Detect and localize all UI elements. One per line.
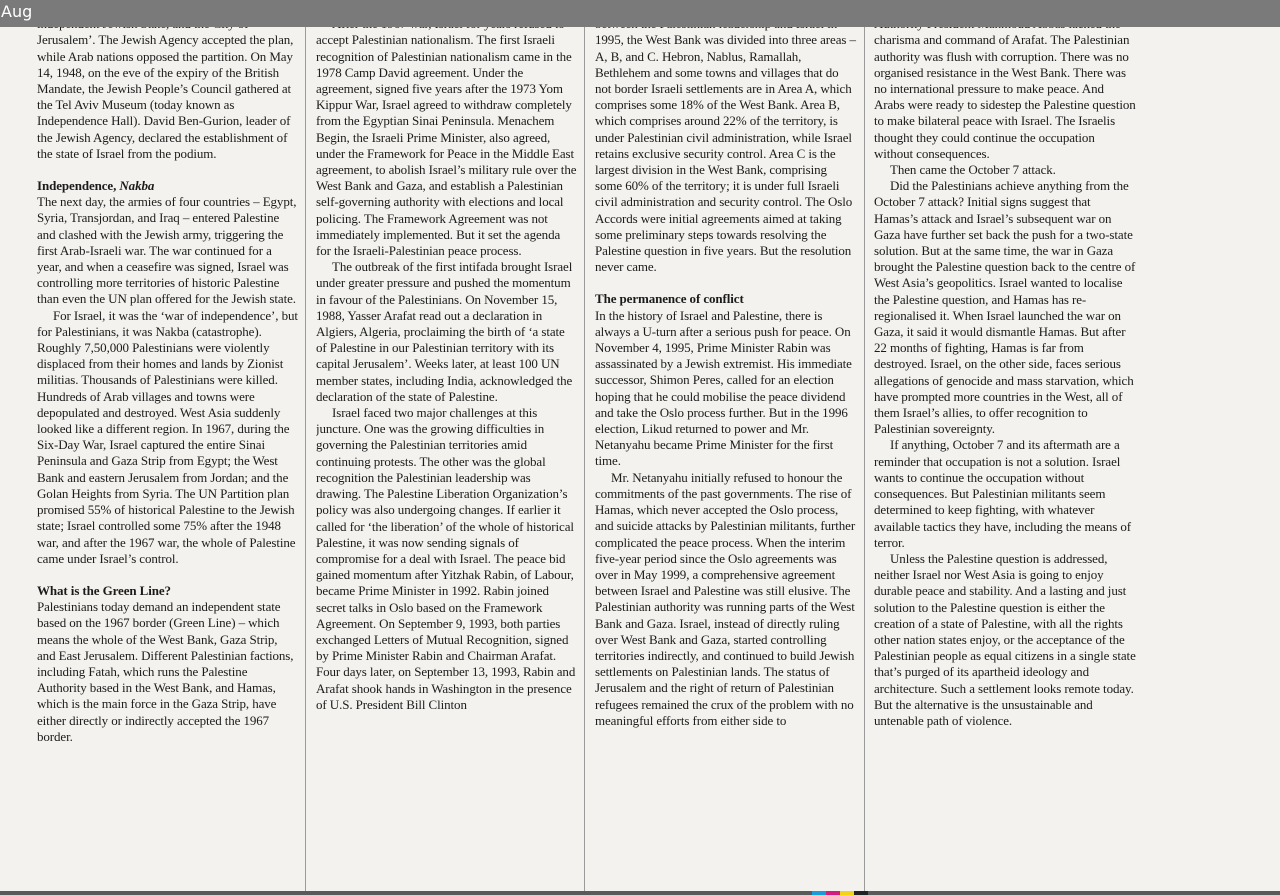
section-heading: Independence, Nakba <box>37 178 155 194</box>
paragraph: Mr. Netanyahu initially refused to honour the commitments of the past governments. The rise of Hamas, which never accepted the Oslo process, and suicide attacks by Palestinian militants, further complicated the peace process. When the interim five-year period since the Oslo agreements was over in May 1999, a comprehensive agreement between Israel and Palestine was still elusive. The Palestinian authority was running parts of the West Bank and Gaza. Israel, instead of directly ruling over West Bank and Gaza, started controlling territories indirectly, and continued to build Jewish settlements on Palestinian lands. The status of Jerusalem and the right of return of Palestinian refugees remained the crux of the problem with no meaningful efforts from either side to <box>595 469 856 728</box>
color-registration-mark <box>840 891 854 895</box>
column-divider <box>584 0 585 895</box>
paragraph: Palestinians today demand an independent state based on the 1967 border (Green Line) – which means the whole of the West Bank, Gaza Strip, and East Jerusalem. Different Palestinian factions, including Fatah, which runs the Palestine Authority based in the West Bank, and Hamas, which is the main force in the Gaza Strip, have either directly or indirectly accepted the 1967 border. <box>37 599 294 744</box>
article-column-4 <box>874 0 1136 895</box>
paragraph: For Israel, it was the ‘war of independence’, but for Palestinians, it was Nakba (catastrophe). Roughly 7,50,000 Palestinians were violently displaced from their homes and lands by Zionist militias. Thousands of Palestinians were killed. Hundreds of Arab villages and towns were depopulated and destroyed. West Asia suddenly looked like a different region. In 1967, during the Six-Day War, Israel captured the entire Sinai Peninsula and Gaza Strip from Egypt; the West Bank and eastern Jerusalem from Jordan; and the Golan Heights from Syria. The UN Partition plan promised 55% of historical Palestine to the Jewish state; Israel controlled some 75% after the 1948 war, and after the 1967 war, the whole of Palestine came under Israel’s control. <box>37 307 298 566</box>
paragraph: Jerusalem’. The Jewish Agency accepted the plan, while Arab nations opposed the partition. On May 14, 1948, on the eve of the expiry of the British Mandate, the Jewish People’s Council gathered at the Tel Aviv Museum (today known as Independence Hall). David Ben-Gurion, leader of the Jewish Agency, declared the establishment of the state of Israel from the podium. <box>37 32 294 161</box>
section-heading: The permanence of conflict <box>595 291 744 307</box>
color-registration-mark <box>812 891 826 895</box>
article-column-3 <box>595 0 857 895</box>
paragraph: The next day, the armies of four countries – Egypt, Syria, Transjordan, and Iraq – entered Palestine and clashed with the Jewish army, triggering the first Arab-Israeli war. The war continued for a year, and when a ceasefire was signed, Israel was controlling more territories of historic Palestine than even the UN plan offered for the Jewish state. <box>37 194 297 307</box>
paragraph: Unless the Palestine question is addressed, neither Israel nor West Asia is going to enjoy durable peace and stability. And a lasting and just solution to the Palestine question is either the creation of a state of Palestine, with all the rights other nation states enjoy, or the acceptance of the Palestinian people as equal citizens in a single state that’s purged of its apartheid ideology and architecture. Such a settlement looks remote today. But the alternative is the unsustainable and untenable path of violence. <box>874 550 1136 728</box>
column-divider <box>305 0 306 895</box>
paragraph: Did the Palestinians achieve anything from the October 7 attack? Initial signs suggest that Hamas’s attack and Israel’s subsequent war on Gaza have further set back the push for a two-state solution. But at the same time, the war in Gaza brought the Palestine question back to the centre of West Asia’s geopolitics. Israel wanted to localise the Palestine question, and Hamas has re-regionalised it. When Israel launched the war on Gaza, it said it would dismantle Hamas. But after 22 months of fighting, Hamas is far from destroyed. Israel, on the other side, faces serious allegations of genocide and mass starvation, which have prompted more countries in the West, all of them Israel’s allies, to offer recognition to Palestinian sovereignty. <box>874 178 1136 437</box>
column-divider <box>864 0 865 895</box>
paragraph: If anything, October 7 and its aftermath are a reminder that occupation is not a solution. Israel wants to continue the occupation without consequences. But Palestinian militants seem determined to keep fighting, with whatever available tactics they have, including the means of terror. <box>874 437 1131 550</box>
article-column-1 <box>37 0 299 895</box>
bottom-strip <box>0 891 1280 895</box>
paragraph: 1995, the West Bank was divided into three areas – A, B, and C. Hebron, Nablus, Ramallah, Bethlehem and some towns and villages that do not border Israeli settlements are in Area A, which comprises some 18% of the West Bank. Area B, which comprises around 22% of the territory, is under Palestinian civil administration, while Israel retains exclusive security control. Area C is the largest division in the West Bank, comprising some 60% of the territory; it is under full Israeli civil administration and security control. The Oslo Accords were initial agreements aimed at taking some preliminary steps towards resolving the Palestine question in five years. But the resolution never came. <box>595 32 856 275</box>
paragraph: charisma and command of Arafat. The Palestinian authority was flush with corruption. There was no organised resistance in the West Bank. There was no international pressure to make peace. And Arabs were ready to sidestep the Palestine question to make bilateral peace with Israel. The Israelis thought they could continue the occupation without consequences. <box>874 32 1136 161</box>
date-label: Aug <box>1 2 33 21</box>
color-registration-mark <box>826 891 840 895</box>
section-heading: What is the Green Line? <box>37 582 171 598</box>
paragraph: Israel faced two major challenges at this juncture. One was the growing difficulties in governing the Palestinian territories amid continuing protests. The other was the global recognition the Palestinian leadership was drawing. The Palestine Liberation Organization’s policy was also undergoing changes. If earlier it called for ‘the liberation’ of the whole of historical Palestine, it was now sending signals of compromise for a deal with Israel. The peace bid gained momentum after Yitzhak Rabin, of Labour, became Prime Minister in 1992. Rabin joined secret talks in Oslo based on the Framework Agreement. On September 9, 1993, both parties exchanged Letters of Mutual Recognition, signed by Prime Minister Rabin and Chairman Arafat. Four days later, on September 13, 1993, Rabin and Arafat shook hands in Washington in the presence of U.S. President Bill Clinton <box>316 405 576 712</box>
color-registration-mark <box>854 891 868 895</box>
paragraph: accept Palestinian nationalism. The first Israeli recognition of Palestinian nationalism came in the 1978 Camp David agreement. Under the agreement, signed five years after the 1973 Yom Kippur War, Israel agreed to withdraw completely from the Egyptian Sinai Peninsula. Menachem Begin, the Israeli Prime Minister, also agreed, under the Framework for Peace in the Middle East agreement, to abolish Israel’s military rule over the West Bank and Gaza, and establish a Palestinian self-governing authority with elections and local policing. The Framework Agreement was not immediately implemented. But it set the agenda for the Israeli-Palestinian peace process. <box>316 32 577 259</box>
paragraph: Then came the October 7 attack. <box>890 162 1056 178</box>
top-bar <box>0 0 1280 27</box>
article-column-2 <box>316 0 578 895</box>
paragraph: In the history of Israel and Palestine, there is always a U-turn after a serious push for peace. On November 4, 1995, Prime Minister Rabin was assassinated by a Jewish extremist. His immediate successor, Shimon Peres, called for an election hoping that he could mobilise the peace dividend and take the Oslo process further. But in the 1996 election, Likud returned to power and Mr. Netanyahu became Prime Minister for the first time. <box>595 307 852 469</box>
paragraph: The outbreak of the first intifada brought Israel under greater pressure and pushed the momentum in favour of the Palestinians. On November 15, 1988, Yasser Arafat read out a declaration in Algiers, Algeria, proclaiming the birth of ‘a state of Palestine in our Palestinian territory with its capital Jerusalem’. Weeks later, at least 100 UN member states, including India, acknowledged the declaration of the state of Palestine. <box>316 259 573 404</box>
